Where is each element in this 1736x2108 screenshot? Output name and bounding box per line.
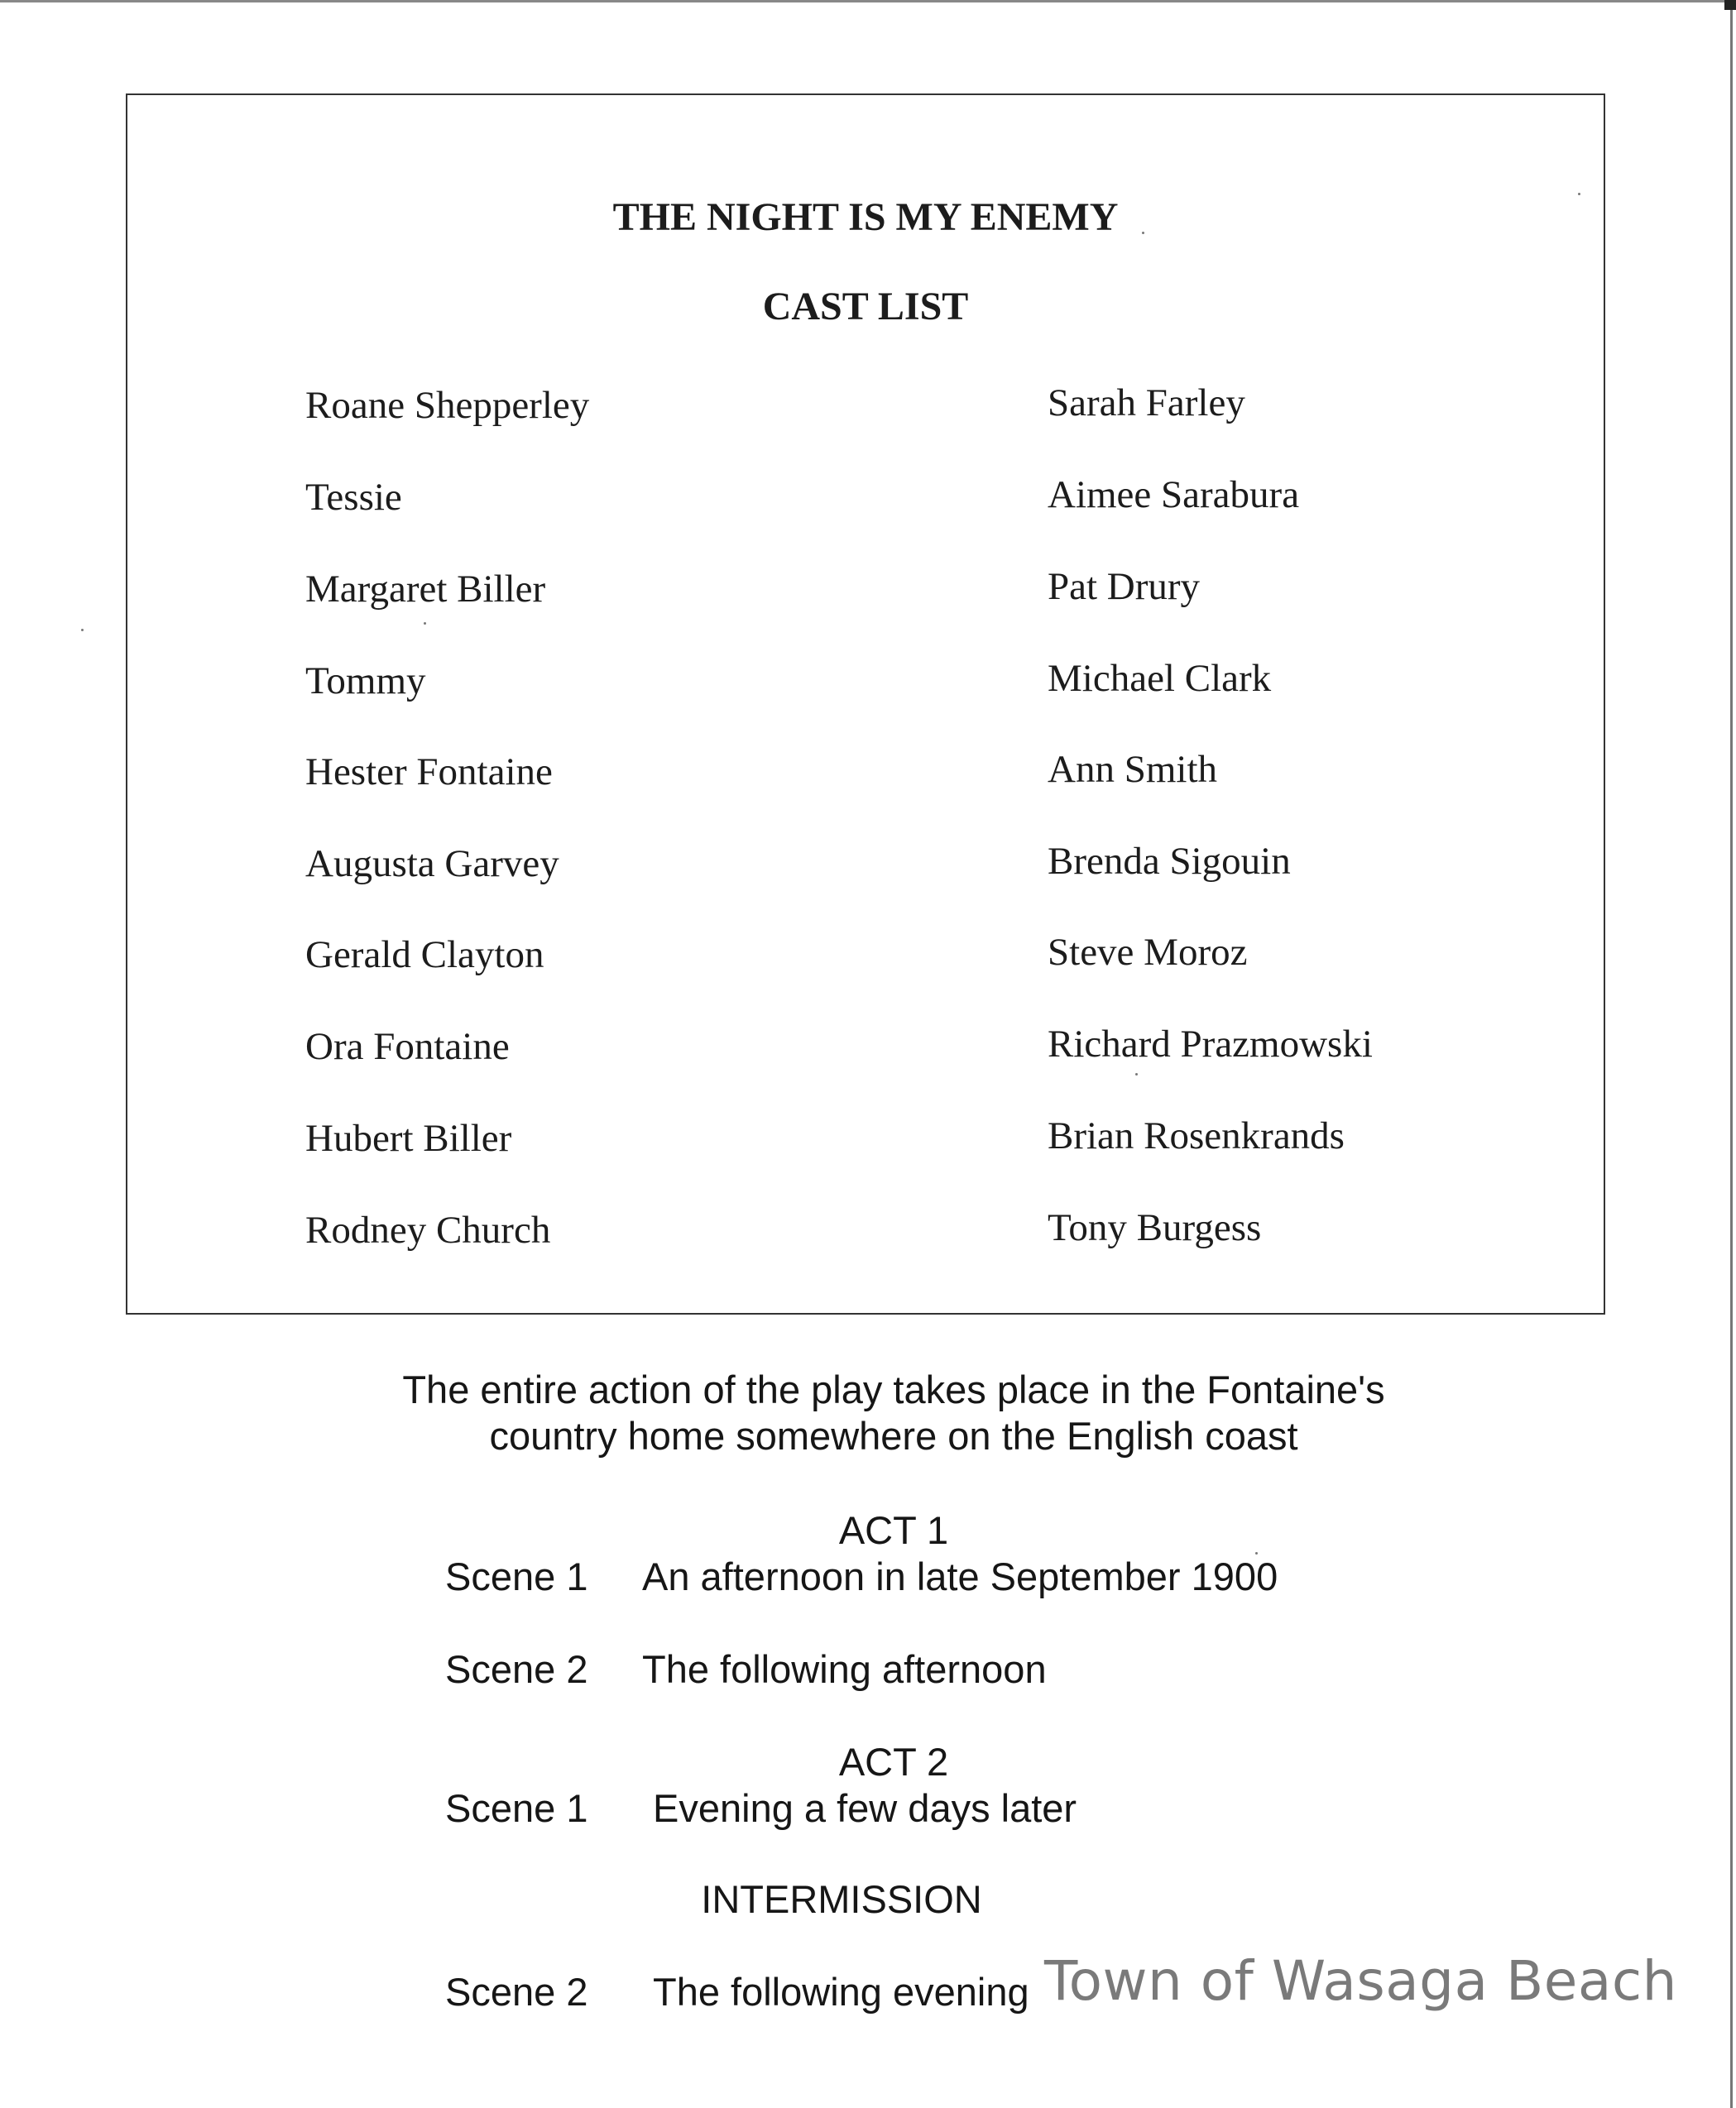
cast-actor: Ann Smith [1048,748,1218,791]
cast-list-box [126,93,1605,1315]
play-title: THE NIGHT IS MY ENEMY [612,195,1119,239]
scene-label: Scene 1 [445,1786,588,1830]
cast-role: Rodney Church [305,1209,551,1252]
scene-description: The following evening [653,1970,1029,2014]
scan-edge-top [0,0,1736,2]
cast-row [127,841,1604,899]
scene-description: Evening a few days later [653,1786,1077,1830]
cast-role: Margaret Biller [305,568,546,611]
cast-row [127,659,1604,716]
act-1-heading: ACT 1 [838,1508,949,1552]
cast-actor: Steve Moroz [1048,931,1248,974]
scene-description: The following afternoon [642,1647,1047,1691]
scene-description: An afternoon in late September 1900 [642,1555,1278,1598]
cast-list-heading: CAST LIST [762,285,969,328]
watermark-text: Town of Wasaga Beach [1044,1949,1677,2013]
cast-actor: Brenda Sigouin [1048,840,1291,883]
cast-row [127,1024,1604,1082]
cast-actor: Tony Burgess [1048,1206,1262,1249]
cast-row [127,1116,1604,1174]
cast-role: Gerald Clayton [305,933,544,976]
cast-role: Roane Shepperley [305,384,590,427]
scene-label: Scene 1 [445,1555,588,1598]
cast-actor: Sarah Farley [1048,381,1245,424]
scene-label: Scene 2 [445,1970,588,2014]
intermission-heading: INTERMISSION [701,1877,982,1921]
cast-role: Augusta Garvey [305,842,559,885]
scan-speck [81,629,84,631]
cast-role: Hubert Biller [305,1117,512,1160]
cast-row [127,932,1604,990]
scene-label: Scene 2 [445,1647,588,1691]
cast-row [127,750,1604,807]
cast-actor: Aimee Sarabura [1048,473,1300,516]
cast-actor: Richard Prazmowski [1048,1023,1373,1066]
cast-role: Tommy [305,659,426,702]
cast-actor: Brian Rosenkrands [1048,1114,1345,1157]
cast-role: Ora Fontaine [305,1025,510,1068]
scan-corner-mark [1724,0,1736,10]
cast-row [127,383,1604,441]
cast-actor: Pat Drury [1048,565,1201,608]
setting-description [248,1367,1539,1459]
cast-role: Tessie [305,476,402,519]
setting-line-1: The entire action of the play takes place in the Fontaine's [402,1368,1385,1411]
cast-row [127,1208,1604,1266]
cast-row [127,567,1604,625]
scan-edge-right [1730,0,1733,2108]
cast-actor: Michael Clark [1048,657,1272,700]
cast-role: Hester Fontaine [305,750,553,793]
setting-line-2: country home somewhere on the English coast [489,1414,1298,1458]
cast-row [127,475,1604,533]
act-2-heading: ACT 2 [838,1740,949,1784]
